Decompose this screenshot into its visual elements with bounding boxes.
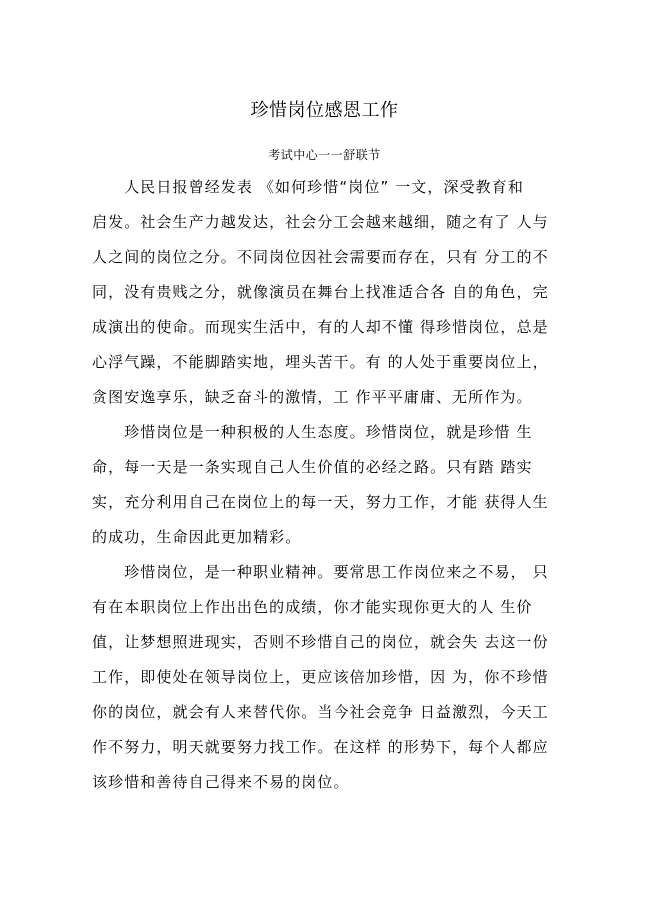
text-line: 值，让梦想照进现实，否则不珍惜自己的岗位，就会失 去这一份 xyxy=(92,633,549,651)
text-line: 你的岗位，就会有人来替代你。当今社会竞争 日益激烈，今天工 xyxy=(92,703,549,721)
document-title: 珍惜岗位感恩工作 xyxy=(250,100,399,121)
text-line: 该珍惜和善待自己得来不易的岗位。 xyxy=(92,773,350,791)
text-line: 有在本职岗位上作出出色的成绩，你才能实现你更大的人 生价 xyxy=(92,598,533,616)
author-line: 考试中心一一舒联节 xyxy=(268,148,381,162)
text-line: 珍惜岗位是一种积极的人生态度。珍惜岗位，就是珍惜 生 xyxy=(92,423,533,441)
text-line: 人民日报曾经发表 《如何珍惜“岗位” 一文，深受教育和 xyxy=(92,178,524,196)
text-line: 心浮气躁，不能脚踏实地，埋头苦干。有 的人处于重要岗位上， xyxy=(92,353,549,371)
text-line: 实，充分利用自己在岗位上的每一天，努力工作，才能 获得人生 xyxy=(92,493,549,511)
text-line: 工作，即使处在领导岗位上，更应该倍加珍惜，因 为，你不珍惜 xyxy=(92,668,549,686)
text-line: 贪图安逸享乐，缺乏奋斗的激情，工 作平平庸庸、无所作为。 xyxy=(92,388,533,406)
text-line: 的成功，生命因此更加精彩。 xyxy=(92,528,302,546)
text-line: 人之间的岗位之分。不同岗位因社会需要而存在，只有 分工的不 xyxy=(92,248,549,266)
text-line: 同，没有贵贱之分，就像演员在舞台上找准适合各 自的角色，完 xyxy=(92,283,549,301)
text-line: 启发。社会生产力越发达，社会分工会越来越细，随之有了 人与 xyxy=(92,213,549,231)
text-line: 成演出的使命。而现实生活中，有的人却不懂 得珍惜岗位，总是 xyxy=(92,318,549,336)
text-line: 命，每一天是一条实现自己人生价值的必经之路。只有踏 踏实 xyxy=(92,458,533,476)
text-line: 珍惜岗位，是一种职业精神。要常思工作岗位来之不易， 只 xyxy=(92,563,549,581)
text-line: 作不努力，明天就要努力找工作。在这样 的形势下，每个人都应 xyxy=(92,738,549,756)
